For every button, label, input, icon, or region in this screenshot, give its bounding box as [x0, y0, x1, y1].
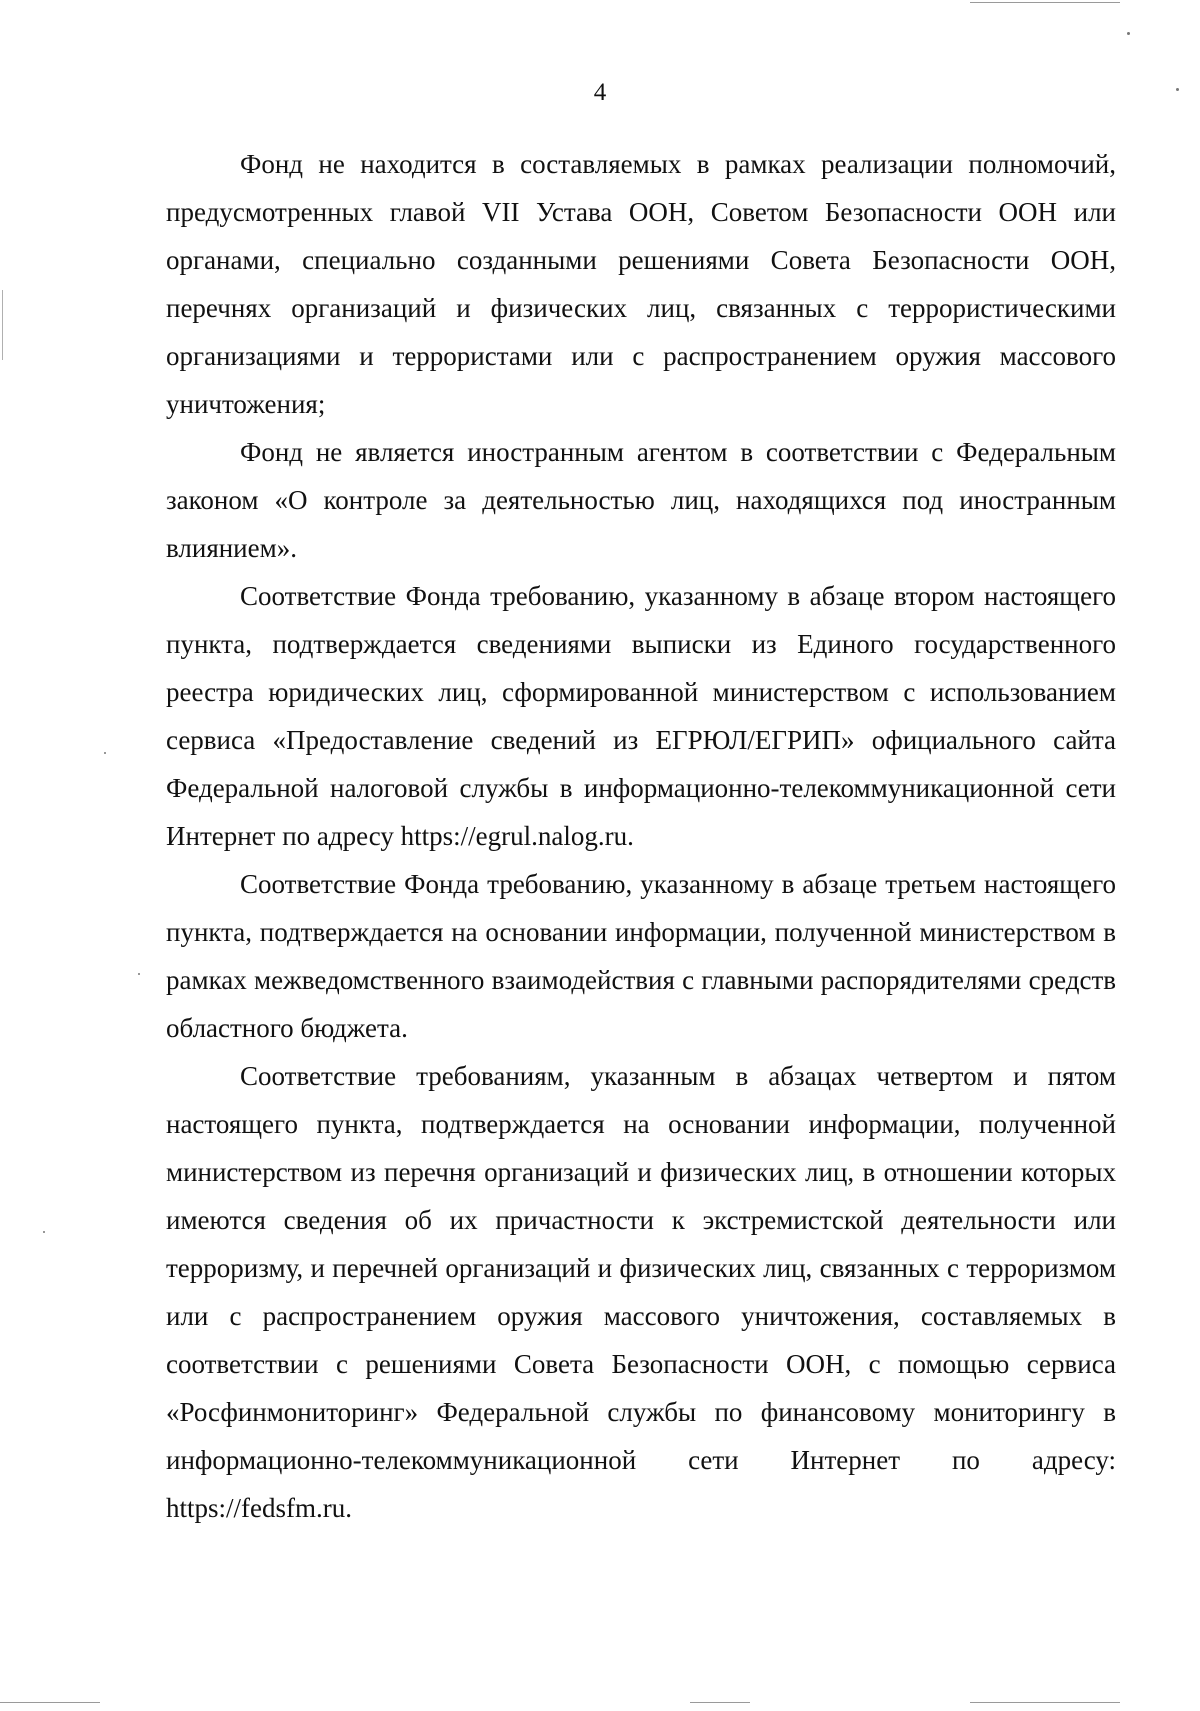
paragraph-un-sanctions-lists: Фонд не находится в составляемых в рамках реализации полномочий, предусмотренных главой VII Устава ООН, Советом Безопасности ООН или органами, специально созданными решениями Совета Безопасности ООН, перечнях организаций и физических лиц, связанных с террористическими организациями и террористами или с распространением оружия массового уничтожения;: [166, 149, 1116, 419]
paragraph-egrul-verification: Соответствие Фонда требованию, указанному в абзаце втором настоящего пункта, подтверждается сведениями выписки из Единого государственного реестра юридических лиц, сформированной министерством с использованием сервиса «Предоставление сведений из ЕГРЮЛ/ЕГРИП» официального сайта Федеральной налоговой службы в информационно-телекоммуникационной сети Интернет по адресу https://egrul.nalog.ru.: [166, 581, 1116, 851]
scan-artifact-dot: [43, 1231, 45, 1233]
scan-artifact-dot: [138, 973, 140, 975]
paragraph-foreign-agent: Фонд не является иностранным агентом в соответствии с Федеральным законом «О контроле за деятельностью лиц, находящихся под иностранным влиянием».: [166, 437, 1116, 563]
scan-artifact-bottom-line: [970, 1702, 1120, 1703]
scan-artifact-dot: [1127, 32, 1130, 35]
paragraph-rosfinmonitoring-verification: Соответствие требованиям, указанным в абзацах четвертом и пятом настоящего пункта, подтверждается на основании информации, полученной министерством из перечня организаций и физических лиц, в отношении которых имеются сведения об их причастности к экстремистской деятельности или терроризму, и перечней организаций и физических лиц, связанных с терроризмом или с распространением оружия массового уничтожения, составляемых в соответствии с решениями Совета Безопасности ООН, с помощью сервиса «Росфинмониторинг» Федеральной службы по финансовому мониторингу в информационно-телекоммуникационной сети Интернет по адресу: https://fedsfm.ru.: [166, 1061, 1116, 1523]
scan-artifact-dot: [1176, 88, 1179, 91]
paragraph-interagency-verification: Соответствие Фонда требованию, указанному в абзаце третьем настоящего пункта, подтверждается на основании информации, полученной министерством в рамках межведомственного взаимодействия с главными распорядителями средств областного бюджета.: [166, 869, 1116, 1043]
scan-artifact-top-line: [970, 2, 1120, 3]
page-number: 4: [593, 79, 607, 106]
document-body: [166, 140, 1116, 1532]
scan-artifact-left-edge: [2, 290, 3, 360]
scan-artifact-bottom-line: [0, 1702, 100, 1703]
scan-artifact-dot: [104, 752, 106, 754]
scan-artifact-bottom-line: [690, 1702, 750, 1703]
